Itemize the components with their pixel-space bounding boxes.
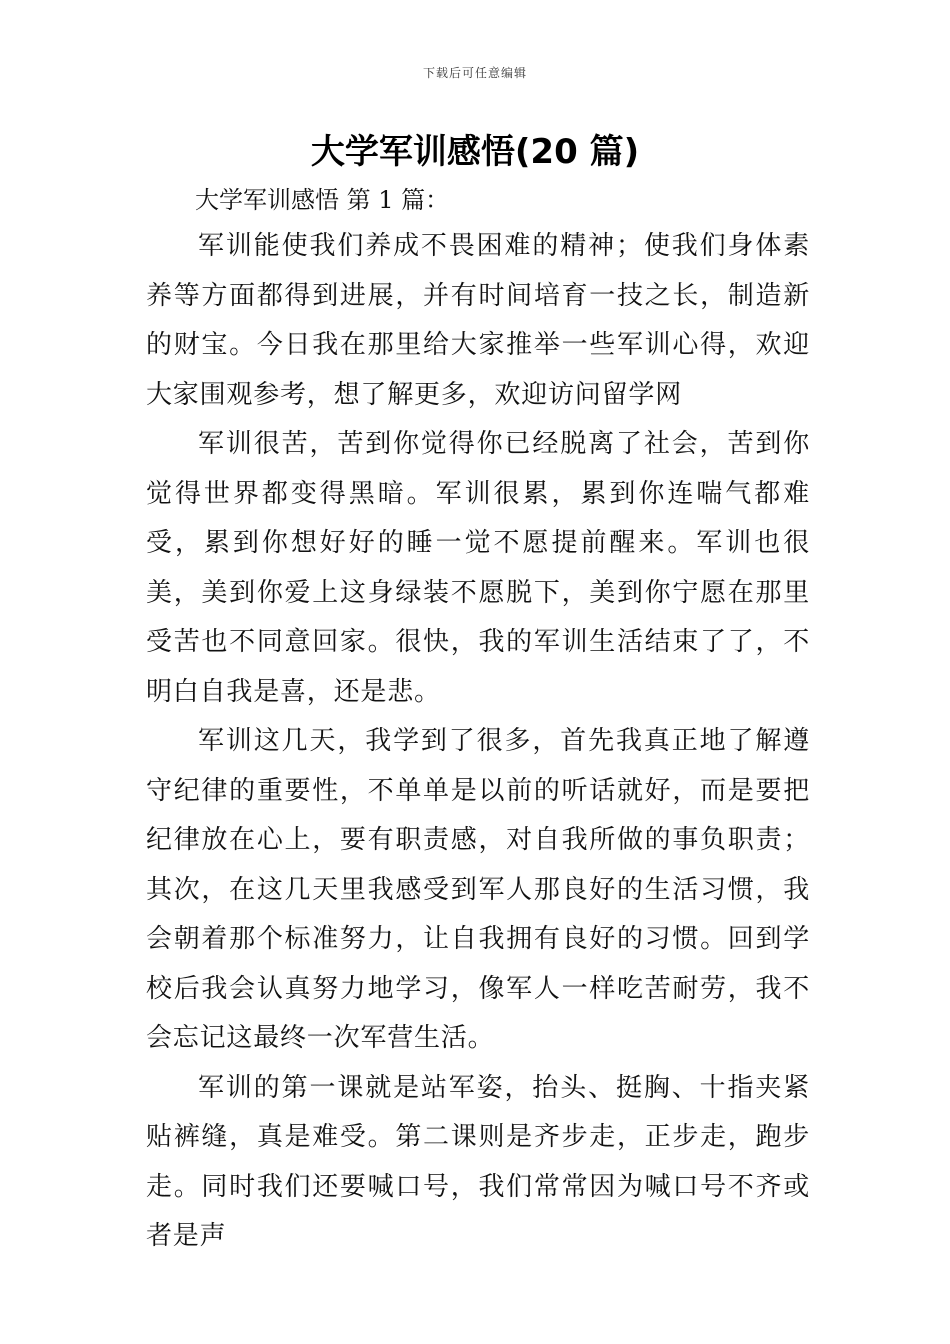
paragraph-1: 军训能使我们养成不畏困难的精神；使我们身体素养等方面都得到进展，并有时间培育一技之长，制造新的财宝。今日我在那里给大家推举一些军训心得，欢迎大家围观参考，想了解更多，欢迎访问留学网 xyxy=(146,231,810,410)
document-title: 大学军训感悟(20 篇) xyxy=(310,132,640,172)
document-body xyxy=(146,222,810,1262)
paragraph-3: 军训这几天，我学到了很多，首先我真正地了解遵守纪律的重要性，不单单是以前的听话就好，而是要把纪律放在心上，要有职责感，对自我所做的事负职责；其次，在这几天里我感受到军人那良好的生活习惯，我会朝着那个标准努力，让自我拥有良好的习惯。回到学校后我会认真努力地学习，像军人一样吃苦耐劳，我不会忘记这最终一次军营生活。 xyxy=(146,726,810,1053)
paragraph-4: 军训的第一课就是站军姿，抬头、挺胸、十指夹紧贴裤缝，真是难受。第二课则是齐步走，正步走，跑步走。同时我们还要喊口号，我们常常因为喊口号不齐或者是声 xyxy=(146,1072,810,1251)
paragraph-2: 军训很苦，苦到你觉得你已经脱离了社会，苦到你觉得世界都变得黑暗。军训很累，累到你连喘气都难受，累到你想好好的睡一觉不愿提前醒来。军训也很美，美到你爱上这身绿装不愿脱下，美到你宁愿在那里受苦也不同意回家。很快，我的军训生活结束了了，不明白自我是喜，还是悲。 xyxy=(146,429,810,707)
header-note: 下载后可任意编辑 xyxy=(422,66,527,80)
section-subtitle: 大学军训感悟 第 1 篇： xyxy=(195,186,450,214)
